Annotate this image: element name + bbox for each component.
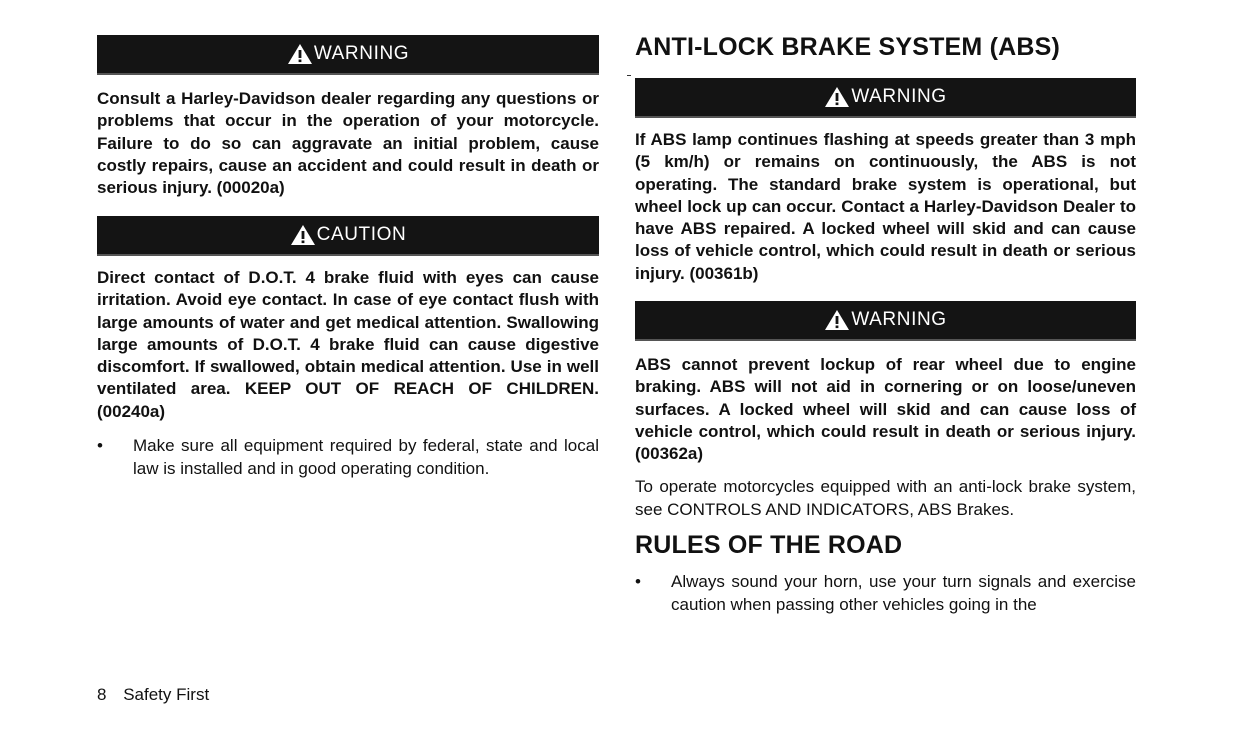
warning-text: Consult a Harley-Davidson dealer regarding any questions or problems that occur in the operation of your motorcycle. Failure to do so can aggravate an initial problem, cause costly repairs, cause an accident and could result in death or serious injury. (00020a) [97, 89, 599, 198]
rules-heading: RULES OF THE ROAD [635, 531, 903, 559]
warning-banner [635, 301, 1136, 341]
page-number: 8 [97, 685, 107, 704]
warning-banner [635, 78, 1136, 118]
abs-paragraph: To operate motorcycles equipped with an anti-lock brake system, see CONTROLS AND INDICATORS, ABS Brakes. [635, 477, 1136, 519]
warning-label: WARNING [313, 43, 410, 64]
warning-text-rear-lockup: ABS cannot prevent lockup of rear wheel due to engine braking. ABS will not aid in cornering or on loose/uneven surfaces. A locked wheel will skid and can cause loss of vehicle control, which could result in death or serious injury. (00362a) [635, 355, 1136, 464]
caution-label: CAUTION [316, 224, 407, 245]
warning-label: WARNING [851, 309, 947, 330]
abs-heading: ANTI-LOCK BRAKE SYSTEM (ABS) [635, 33, 1061, 61]
list-item [97, 435, 599, 480]
warning-triangle-icon [824, 309, 850, 331]
bullet-text: Always sound your horn, use your turn signals and exercise caution when passing other vehicles going in the [671, 572, 1136, 614]
caution-text: Direct contact of D.O.T. 4 brake fluid with eyes can cause irritation. Avoid eye contact. In case of eye contact flush with large amounts of water and get medical attention. Swallowing large amounts of D.O.T. 4 brake fluid can cause digestive discomfort. If swallowed, obtain medical attention. Use in well ventilated area. KEEP OUT OF REACH OF CHILDREN. (00240a) [97, 268, 599, 421]
bullet-text: Make sure all equipment required by federal, state and local law is installed and in good operating condition. [133, 436, 599, 478]
bullet-marker: • [635, 572, 641, 591]
warning-label: WARNING [851, 86, 947, 107]
warning-text-abs-lamp: If ABS lamp continues flashing at speeds greater than 3 mph (5 km/h) or remains on continuously, the ABS is not operating. The standard brake system is operational, but wheel lock up can occur. Contact a Harley-Davidson Dealer to have ABS repaired. A locked wheel will skid and can cause loss of vehicle control, which could result in death or serious injury. (00361b) [635, 130, 1136, 283]
section-title: Safety First [123, 685, 210, 704]
caution-banner [97, 216, 599, 256]
margin-mark [627, 75, 631, 76]
warning-triangle-icon [824, 86, 850, 108]
list-item [635, 571, 1136, 616]
warning-banner [97, 35, 599, 75]
warning-triangle-icon [290, 224, 316, 246]
bullet-marker: • [97, 436, 103, 455]
warning-triangle-icon [287, 43, 313, 65]
page-footer [97, 684, 209, 706]
